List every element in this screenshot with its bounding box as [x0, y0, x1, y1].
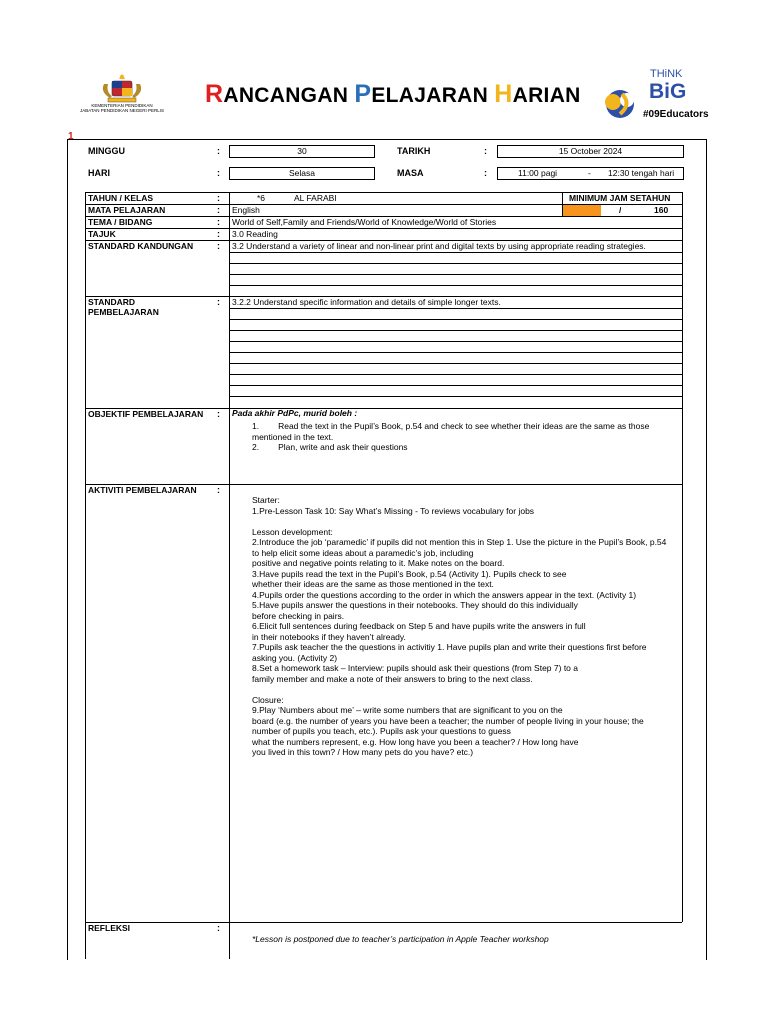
grid-line: [229, 263, 682, 264]
hari-label: HARI: [88, 168, 110, 178]
standard-kandungan-label: STANDARD KANDUNGAN: [88, 241, 194, 251]
grid-line: [85, 922, 682, 923]
logo-big-text: BiG: [649, 80, 687, 103]
grid-line: [229, 308, 682, 309]
aktiviti-line: 8.Set a homework task – Interview: pupils should ask their questions (from Step 7) to a: [252, 663, 578, 673]
grid-line: [229, 385, 682, 386]
tarikh-label: TARIKH: [397, 146, 431, 156]
minggu-value: 30: [229, 145, 375, 158]
tajuk-value: 3.0 Reading: [232, 229, 278, 239]
aktiviti-line: [252, 684, 666, 695]
logo-think-text: THiNK: [650, 68, 683, 80]
colon: :: [217, 923, 220, 933]
aktiviti-line: [252, 516, 666, 527]
page-number: 1: [68, 131, 74, 142]
colon: :: [217, 297, 220, 307]
standard-pembelajaran-label: PEMBELAJARAN: [88, 307, 159, 317]
aktiviti-line: 1.Pre-Lesson Task 10: Say What’s Missing - To reviews vocabulary for jobs: [252, 505, 535, 516]
grid-line: [85, 192, 86, 959]
tema-bidang-label: TEMA / BIDANG: [88, 217, 153, 227]
objektif-list: [252, 421, 649, 453]
tarikh-value: 15 October 2024: [497, 145, 684, 158]
aktiviti-line: 9.Play ‘Numbers about me’ – write some numbers that are significant to you on the: [252, 705, 563, 715]
colon: :: [217, 409, 220, 419]
masa-start: 11:00 pagi: [518, 168, 558, 178]
aktiviti-line: family member and make a note of their answers to bring to the next class.: [252, 673, 533, 684]
title-letter-h: H: [494, 80, 513, 108]
colon: :: [484, 168, 487, 178]
aktiviti-label: AKTIVITI PEMBELAJARAN: [88, 485, 197, 495]
mata-pelajaran-value: English: [232, 205, 260, 215]
objektif-item-number: 2.: [252, 442, 260, 452]
aktiviti-line: whether their ideas are the same as those mentioned in the text.: [252, 579, 494, 589]
page-title: [205, 80, 581, 109]
aktiviti-line: asking you. (Activity 2): [252, 652, 338, 663]
tahun-value: *6: [257, 193, 266, 203]
colon: :: [484, 146, 487, 156]
title-word-part: ELAJARAN: [371, 84, 495, 107]
objektif-item-text: Read the text in the Pupil’s Book, p.54 and check to see whether their ideas are the same as those: [278, 421, 650, 431]
objektif-intro: Pada akhir PdPc, murid boleh :: [232, 408, 358, 418]
masa-end: 12:30 tengah hari: [608, 168, 675, 178]
aktiviti-line: 7.Pupils ask teacher the the questions in activitiy 1. Have pupils plan and write their questions first before: [252, 642, 647, 652]
aktiviti-line: number of pupils you teach, etc.). Pupils ask your questions to guess: [252, 726, 511, 736]
title-letter-r: R: [205, 80, 224, 108]
minimum-jam-label: MINIMUM JAM SETAHUN: [569, 193, 671, 203]
aktiviti-line: in their notebooks if they haven’t already.: [252, 631, 406, 642]
refleksi-text: *Lesson is postponed due to teacher’s participation in Apple Teacher workshop: [252, 934, 549, 944]
grid-line: [229, 252, 682, 253]
title-word-part: ARIAN: [512, 84, 581, 107]
colon: :: [217, 205, 220, 215]
refleksi-label: REFLEKSI: [88, 923, 131, 933]
grid-line: [229, 330, 682, 331]
colon: :: [217, 485, 220, 495]
title-letter-p: P: [354, 80, 372, 108]
masa-label: MASA: [397, 168, 424, 178]
grid-line: [229, 274, 682, 275]
tajuk-label: TAJUK: [88, 229, 116, 239]
grid-line: [682, 192, 683, 922]
aktiviti-line: positive and negative points relating to it. Make notes on the board.: [252, 558, 505, 568]
grid-line: [229, 363, 682, 364]
colon: :: [217, 241, 220, 251]
aktiviti-line: before checking in pairs.: [252, 610, 345, 621]
grid-line: [229, 341, 682, 342]
aktiviti-line: 6.Elicit full sentences during feedback on Step 5 and have pupils write the answers in full: [252, 621, 586, 631]
minimum-jam-value: 160: [654, 205, 669, 215]
standard-pembelajaran-value: 3.2.2 Understand specific information and details of simple longer texts.: [232, 297, 501, 307]
aktiviti-line: what the numbers represent, e.g. How long have you been a teacher? / How long have: [252, 736, 579, 747]
colon: :: [217, 229, 220, 239]
minggu-label: MINGGU: [88, 146, 125, 156]
objektif-item: [252, 421, 649, 432]
aktiviti-line: Closure:: [252, 694, 284, 705]
masa-separator: -: [588, 168, 591, 178]
objektif-item-text: Plan, write and ask their questions: [278, 442, 408, 452]
aktiviti-line: board (e.g. the number of years you have been a teacher; the number of people living in your house; the: [252, 715, 644, 726]
minimum-jam-separator: /: [619, 205, 622, 215]
minimum-jam-highlight: [563, 205, 601, 216]
aktiviti-line: Starter:: [252, 495, 280, 505]
tema-bidang-value: World of Self,Family and Friends/World of Knowledge/World of Stories: [232, 217, 497, 227]
aktiviti-line: to help elicit some ideas about a paramedic’s job, including: [252, 547, 474, 558]
standard-pembelajaran-label: STANDARD: [88, 297, 136, 307]
objektif-label: OBJEKTIF PEMBELAJARAN: [88, 409, 204, 419]
aktiviti-line: you lived in this town? / How many pets do you have? etc.): [252, 747, 474, 757]
colon: :: [217, 168, 220, 178]
title-word-part: ANCANGAN: [223, 84, 355, 107]
tahun-kelas-label: TAHUN / KELAS: [88, 193, 154, 203]
crest-caption: [66, 103, 178, 113]
standard-kandungan-value: 3.2 Understand a variety of linear and non-linear print and digital texts by using appropriate reading strategies.: [232, 241, 646, 251]
grid-line: [229, 396, 682, 397]
colon: :: [217, 217, 220, 227]
aktiviti-body: [252, 495, 666, 758]
grid-line: [85, 228, 682, 229]
grid-line: [229, 352, 682, 353]
objektif-item: [252, 442, 649, 453]
crest-caption-line: JABATAN PENDIDIKAN NEGERI PERLIS: [79, 108, 165, 113]
aktiviti-line: 2.Introduce the job ‘paramedic’ if pupils did not mention this in Step 1. Use the picture in the Pupil’s Book, p.54: [252, 537, 667, 547]
aktiviti-line: 3.Have pupils read the text in the Pupil’s Book, p.54 (Activity 1). Pupils check to see: [252, 568, 567, 579]
mata-pelajaran-label: MATA PELAJARAN: [88, 205, 166, 215]
grid-line: [229, 374, 682, 375]
educators-hashtag: #09Educators: [643, 109, 709, 120]
objektif-item: [252, 432, 649, 443]
crest-caption-line: KEMENTERIAN PENDIDIKAN: [91, 103, 153, 108]
objektif-item-text: mentioned in the text.: [252, 431, 334, 442]
kelas-value: AL FARABI: [294, 193, 337, 203]
grid-line: [229, 285, 682, 286]
hari-value: Selasa: [229, 167, 375, 180]
grid-line: [229, 319, 682, 320]
colon: :: [217, 146, 220, 156]
aktiviti-line: Lesson development:: [252, 526, 333, 537]
aktiviti-line: 5.Have pupils answer the questions in their notebooks. They should do this individually: [252, 600, 578, 610]
objektif-item-number: 1.: [252, 421, 260, 431]
aktiviti-line: 4.Pupils order the questions according to the order in which the answers appear in the text. (Activity 1): [252, 589, 637, 600]
colon: :: [217, 193, 220, 203]
